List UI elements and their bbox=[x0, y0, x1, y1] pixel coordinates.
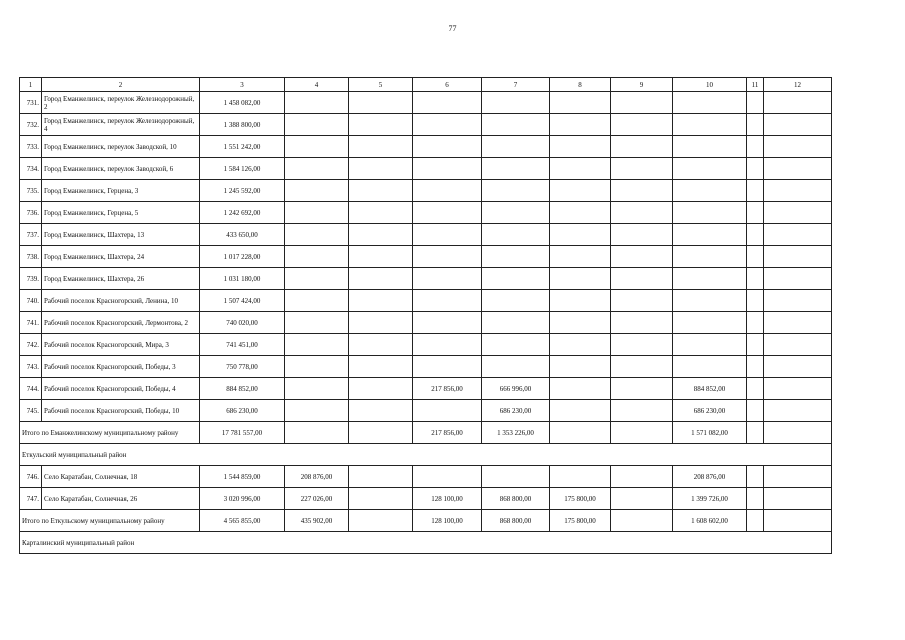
value-cell bbox=[764, 466, 832, 488]
total-value-cell: 1 353 226,00 bbox=[482, 422, 550, 444]
value-cell bbox=[285, 268, 349, 290]
value-cell bbox=[285, 114, 349, 136]
column-header-10: 10 bbox=[673, 78, 747, 92]
value-cell bbox=[611, 466, 673, 488]
value-cell bbox=[482, 246, 550, 268]
table-row bbox=[20, 466, 832, 488]
table-row bbox=[20, 180, 832, 202]
value-cell: 868 800,00 bbox=[482, 488, 550, 510]
row-number: 736. bbox=[20, 202, 42, 224]
value-cell bbox=[349, 466, 413, 488]
row-number: 747. bbox=[20, 488, 42, 510]
value-cell bbox=[673, 224, 747, 246]
value-cell bbox=[550, 312, 611, 334]
total-value-cell bbox=[764, 422, 832, 444]
value-cell: 1 551 242,00 bbox=[200, 136, 285, 158]
value-cell bbox=[611, 290, 673, 312]
table-row bbox=[20, 114, 832, 136]
value-cell bbox=[747, 114, 764, 136]
value-cell bbox=[349, 180, 413, 202]
value-cell bbox=[747, 312, 764, 334]
table-row bbox=[20, 158, 832, 180]
total-value-cell: 217 856,00 bbox=[413, 422, 482, 444]
row-number: 737. bbox=[20, 224, 42, 246]
value-cell: 433 650,00 bbox=[200, 224, 285, 246]
value-cell: 227 026,00 bbox=[285, 488, 349, 510]
value-cell: 686 230,00 bbox=[482, 400, 550, 422]
address-cell: Рабочий поселок Красногорский, Лермонтова, 2 bbox=[42, 312, 200, 334]
total-value-cell bbox=[747, 422, 764, 444]
value-cell bbox=[611, 312, 673, 334]
row-number: 732. bbox=[20, 114, 42, 136]
address-cell: Рабочий поселок Красногорский, Победы, 10 bbox=[42, 400, 200, 422]
page-number: 77 bbox=[448, 24, 457, 33]
total-value-cell bbox=[764, 510, 832, 532]
value-cell bbox=[550, 136, 611, 158]
value-cell bbox=[285, 158, 349, 180]
row-number: 735. bbox=[20, 180, 42, 202]
value-cell: 217 856,00 bbox=[413, 378, 482, 400]
value-cell bbox=[550, 224, 611, 246]
value-cell bbox=[611, 202, 673, 224]
value-cell bbox=[673, 114, 747, 136]
value-cell bbox=[747, 488, 764, 510]
value-cell bbox=[285, 224, 349, 246]
value-cell bbox=[550, 246, 611, 268]
value-cell bbox=[747, 268, 764, 290]
total-value-cell: 17 781 557,00 bbox=[200, 422, 285, 444]
value-cell bbox=[764, 334, 832, 356]
value-cell bbox=[747, 136, 764, 158]
value-cell bbox=[349, 224, 413, 246]
data-table bbox=[19, 77, 832, 554]
value-cell: 1 388 800,00 bbox=[200, 114, 285, 136]
value-cell bbox=[611, 378, 673, 400]
value-cell: 1 544 859,00 bbox=[200, 466, 285, 488]
value-cell bbox=[482, 290, 550, 312]
value-cell bbox=[764, 224, 832, 246]
value-cell bbox=[285, 246, 349, 268]
value-cell bbox=[550, 268, 611, 290]
row-number: 743. bbox=[20, 356, 42, 378]
value-cell bbox=[349, 334, 413, 356]
value-cell bbox=[285, 136, 349, 158]
value-cell: 741 451,00 bbox=[200, 334, 285, 356]
value-cell bbox=[550, 290, 611, 312]
value-cell bbox=[413, 246, 482, 268]
value-cell bbox=[764, 180, 832, 202]
total-value-cell bbox=[747, 510, 764, 532]
value-cell bbox=[482, 224, 550, 246]
column-header-6: 6 bbox=[413, 78, 482, 92]
value-cell bbox=[611, 268, 673, 290]
value-cell bbox=[764, 290, 832, 312]
row-number: 740. bbox=[20, 290, 42, 312]
value-cell bbox=[413, 312, 482, 334]
value-cell bbox=[550, 92, 611, 114]
value-cell bbox=[550, 378, 611, 400]
row-number: 734. bbox=[20, 158, 42, 180]
table-row bbox=[20, 312, 832, 334]
value-cell bbox=[285, 92, 349, 114]
value-cell bbox=[611, 400, 673, 422]
total-value-cell: 1 571 082,00 bbox=[673, 422, 747, 444]
value-cell bbox=[611, 136, 673, 158]
value-cell bbox=[482, 158, 550, 180]
table-row bbox=[20, 202, 832, 224]
value-cell: 175 800,00 bbox=[550, 488, 611, 510]
value-cell bbox=[673, 180, 747, 202]
value-cell bbox=[611, 158, 673, 180]
value-cell bbox=[747, 334, 764, 356]
column-header-5: 5 bbox=[349, 78, 413, 92]
value-cell bbox=[413, 158, 482, 180]
address-cell: Рабочий поселок Красногорский, Победы, 3 bbox=[42, 356, 200, 378]
table-row bbox=[20, 334, 832, 356]
total-value-cell bbox=[285, 422, 349, 444]
value-cell bbox=[764, 92, 832, 114]
total-value-cell: 868 800,00 bbox=[482, 510, 550, 532]
table-row bbox=[20, 290, 832, 312]
total-label: Итого по Еткульскому муниципальному району bbox=[20, 510, 200, 532]
header-row bbox=[20, 78, 832, 92]
table-row bbox=[20, 400, 832, 422]
value-cell bbox=[285, 180, 349, 202]
value-cell bbox=[413, 136, 482, 158]
value-cell bbox=[349, 290, 413, 312]
value-cell bbox=[482, 334, 550, 356]
value-cell bbox=[482, 114, 550, 136]
value-cell bbox=[747, 400, 764, 422]
value-cell bbox=[413, 466, 482, 488]
total-row bbox=[20, 510, 832, 532]
total-value-cell: 1 608 602,00 bbox=[673, 510, 747, 532]
value-cell bbox=[482, 268, 550, 290]
value-cell: 666 996,00 bbox=[482, 378, 550, 400]
value-cell bbox=[747, 158, 764, 180]
value-cell bbox=[349, 92, 413, 114]
district-row bbox=[20, 444, 832, 466]
value-cell bbox=[349, 488, 413, 510]
column-header-11: 11 bbox=[747, 78, 764, 92]
value-cell: 1 584 126,00 bbox=[200, 158, 285, 180]
row-number: 741. bbox=[20, 312, 42, 334]
table-row bbox=[20, 136, 832, 158]
column-header-8: 8 bbox=[550, 78, 611, 92]
value-cell bbox=[747, 224, 764, 246]
value-cell bbox=[285, 312, 349, 334]
value-cell bbox=[413, 202, 482, 224]
value-cell bbox=[764, 312, 832, 334]
total-value-cell: 128 100,00 bbox=[413, 510, 482, 532]
table-row bbox=[20, 356, 832, 378]
row-number: 738. bbox=[20, 246, 42, 268]
value-cell bbox=[611, 180, 673, 202]
value-cell bbox=[349, 356, 413, 378]
value-cell bbox=[413, 334, 482, 356]
value-cell bbox=[413, 224, 482, 246]
value-cell bbox=[764, 114, 832, 136]
column-header-12: 12 bbox=[764, 78, 832, 92]
value-cell bbox=[482, 92, 550, 114]
value-cell bbox=[611, 246, 673, 268]
value-cell bbox=[747, 378, 764, 400]
value-cell: 1 031 180,00 bbox=[200, 268, 285, 290]
value-cell bbox=[673, 312, 747, 334]
value-cell bbox=[764, 400, 832, 422]
district-heading: Карталинский муниципальный район bbox=[20, 532, 832, 554]
value-cell bbox=[482, 466, 550, 488]
value-cell: 1 458 082,00 bbox=[200, 92, 285, 114]
table-row bbox=[20, 268, 832, 290]
total-label: Итого по Еманжелинскому муниципальному району bbox=[20, 422, 200, 444]
address-cell: Город Еманжелинск, Герцена, 3 bbox=[42, 180, 200, 202]
address-cell: Рабочий поселок Красногорский, Ленина, 10 bbox=[42, 290, 200, 312]
value-cell: 208 876,00 bbox=[673, 466, 747, 488]
value-cell bbox=[413, 92, 482, 114]
address-cell: Город Еманжелинск, Шахтера, 13 bbox=[42, 224, 200, 246]
address-cell: Рабочий поселок Красногорский, Победы, 4 bbox=[42, 378, 200, 400]
value-cell: 1 507 424,00 bbox=[200, 290, 285, 312]
value-cell bbox=[747, 356, 764, 378]
value-cell bbox=[611, 356, 673, 378]
total-value-cell bbox=[611, 422, 673, 444]
row-number: 742. bbox=[20, 334, 42, 356]
total-value-cell bbox=[349, 510, 413, 532]
column-header-1: 1 bbox=[20, 78, 42, 92]
total-row bbox=[20, 422, 832, 444]
total-value-cell: 4 565 855,00 bbox=[200, 510, 285, 532]
value-cell bbox=[550, 356, 611, 378]
value-cell: 1 242 692,00 bbox=[200, 202, 285, 224]
value-cell bbox=[550, 158, 611, 180]
value-cell bbox=[413, 400, 482, 422]
row-number: 733. bbox=[20, 136, 42, 158]
row-number: 745. bbox=[20, 400, 42, 422]
total-value-cell bbox=[550, 422, 611, 444]
table-row bbox=[20, 246, 832, 268]
value-cell bbox=[550, 334, 611, 356]
value-cell bbox=[611, 92, 673, 114]
value-cell: 3 020 996,00 bbox=[200, 488, 285, 510]
value-cell bbox=[413, 356, 482, 378]
value-cell bbox=[349, 268, 413, 290]
value-cell bbox=[349, 246, 413, 268]
value-cell bbox=[349, 202, 413, 224]
column-header-7: 7 bbox=[482, 78, 550, 92]
value-cell bbox=[285, 334, 349, 356]
value-cell bbox=[747, 466, 764, 488]
column-header-9: 9 bbox=[611, 78, 673, 92]
value-cell bbox=[764, 136, 832, 158]
value-cell bbox=[764, 356, 832, 378]
value-cell bbox=[747, 92, 764, 114]
address-cell: Город Еманжелинск, переулок Железнодорожный, 2 bbox=[42, 92, 200, 114]
value-cell: 686 230,00 bbox=[673, 400, 747, 422]
value-cell bbox=[550, 180, 611, 202]
row-number: 746. bbox=[20, 466, 42, 488]
value-cell bbox=[673, 158, 747, 180]
value-cell bbox=[673, 92, 747, 114]
value-cell bbox=[764, 202, 832, 224]
address-cell: Город Еманжелинск, Шахтера, 26 bbox=[42, 268, 200, 290]
value-cell: 884 852,00 bbox=[200, 378, 285, 400]
total-value-cell bbox=[349, 422, 413, 444]
value-cell bbox=[611, 334, 673, 356]
address-cell: Город Еманжелинск, переулок Железнодорожный, 4 bbox=[42, 114, 200, 136]
address-cell: Рабочий поселок Красногорский, Мира, 3 bbox=[42, 334, 200, 356]
value-cell bbox=[349, 312, 413, 334]
value-cell: 128 100,00 bbox=[413, 488, 482, 510]
value-cell: 1 017 228,00 bbox=[200, 246, 285, 268]
total-value-cell bbox=[611, 510, 673, 532]
table-row bbox=[20, 224, 832, 246]
address-cell: Город Еманжелинск, Шахтера, 24 bbox=[42, 246, 200, 268]
value-cell bbox=[611, 224, 673, 246]
value-cell bbox=[482, 312, 550, 334]
value-cell bbox=[764, 268, 832, 290]
value-cell bbox=[285, 400, 349, 422]
value-cell: 208 876,00 bbox=[285, 466, 349, 488]
value-cell bbox=[673, 356, 747, 378]
value-cell bbox=[673, 246, 747, 268]
column-header-3: 3 bbox=[200, 78, 285, 92]
district-row bbox=[20, 532, 832, 554]
value-cell bbox=[413, 180, 482, 202]
table-row bbox=[20, 378, 832, 400]
value-cell bbox=[550, 202, 611, 224]
address-cell: Село Каратабан, Солнечная, 18 bbox=[42, 466, 200, 488]
address-cell: Город Еманжелинск, Герцена, 5 bbox=[42, 202, 200, 224]
address-cell: Село Каратабан, Солнечная, 26 bbox=[42, 488, 200, 510]
value-cell bbox=[413, 290, 482, 312]
district-heading: Еткульский муниципальный район bbox=[20, 444, 832, 466]
value-cell bbox=[747, 246, 764, 268]
value-cell bbox=[611, 488, 673, 510]
table-row bbox=[20, 488, 832, 510]
value-cell bbox=[482, 180, 550, 202]
value-cell: 1 399 726,00 bbox=[673, 488, 747, 510]
value-cell bbox=[611, 114, 673, 136]
value-cell: 750 778,00 bbox=[200, 356, 285, 378]
total-value-cell: 435 902,00 bbox=[285, 510, 349, 532]
value-cell bbox=[550, 400, 611, 422]
value-cell bbox=[349, 158, 413, 180]
value-cell: 686 230,00 bbox=[200, 400, 285, 422]
value-cell: 884 852,00 bbox=[673, 378, 747, 400]
value-cell bbox=[747, 290, 764, 312]
value-cell bbox=[764, 246, 832, 268]
value-cell bbox=[673, 268, 747, 290]
value-cell bbox=[764, 158, 832, 180]
value-cell: 740 020,00 bbox=[200, 312, 285, 334]
row-number: 739. bbox=[20, 268, 42, 290]
value-cell bbox=[349, 136, 413, 158]
table-row bbox=[20, 92, 832, 114]
value-cell bbox=[550, 466, 611, 488]
value-cell bbox=[285, 290, 349, 312]
value-cell bbox=[349, 114, 413, 136]
row-number: 731. bbox=[20, 92, 42, 114]
value-cell bbox=[747, 180, 764, 202]
value-cell: 1 245 592,00 bbox=[200, 180, 285, 202]
value-cell bbox=[285, 378, 349, 400]
value-cell bbox=[482, 202, 550, 224]
value-cell bbox=[673, 290, 747, 312]
value-cell bbox=[673, 136, 747, 158]
value-cell bbox=[285, 356, 349, 378]
value-cell bbox=[413, 114, 482, 136]
column-header-2: 2 bbox=[42, 78, 200, 92]
value-cell bbox=[764, 378, 832, 400]
value-cell bbox=[550, 114, 611, 136]
value-cell bbox=[413, 268, 482, 290]
value-cell bbox=[349, 378, 413, 400]
value-cell bbox=[285, 202, 349, 224]
address-cell: Город Еманжелинск, переулок Заводской, 6 bbox=[42, 158, 200, 180]
column-header-4: 4 bbox=[285, 78, 349, 92]
total-value-cell: 175 800,00 bbox=[550, 510, 611, 532]
value-cell bbox=[673, 202, 747, 224]
row-number: 744. bbox=[20, 378, 42, 400]
value-cell bbox=[482, 356, 550, 378]
value-cell bbox=[747, 202, 764, 224]
value-cell bbox=[673, 334, 747, 356]
value-cell bbox=[764, 488, 832, 510]
value-cell bbox=[349, 400, 413, 422]
value-cell bbox=[482, 136, 550, 158]
address-cell: Город Еманжелинск, переулок Заводской, 10 bbox=[42, 136, 200, 158]
